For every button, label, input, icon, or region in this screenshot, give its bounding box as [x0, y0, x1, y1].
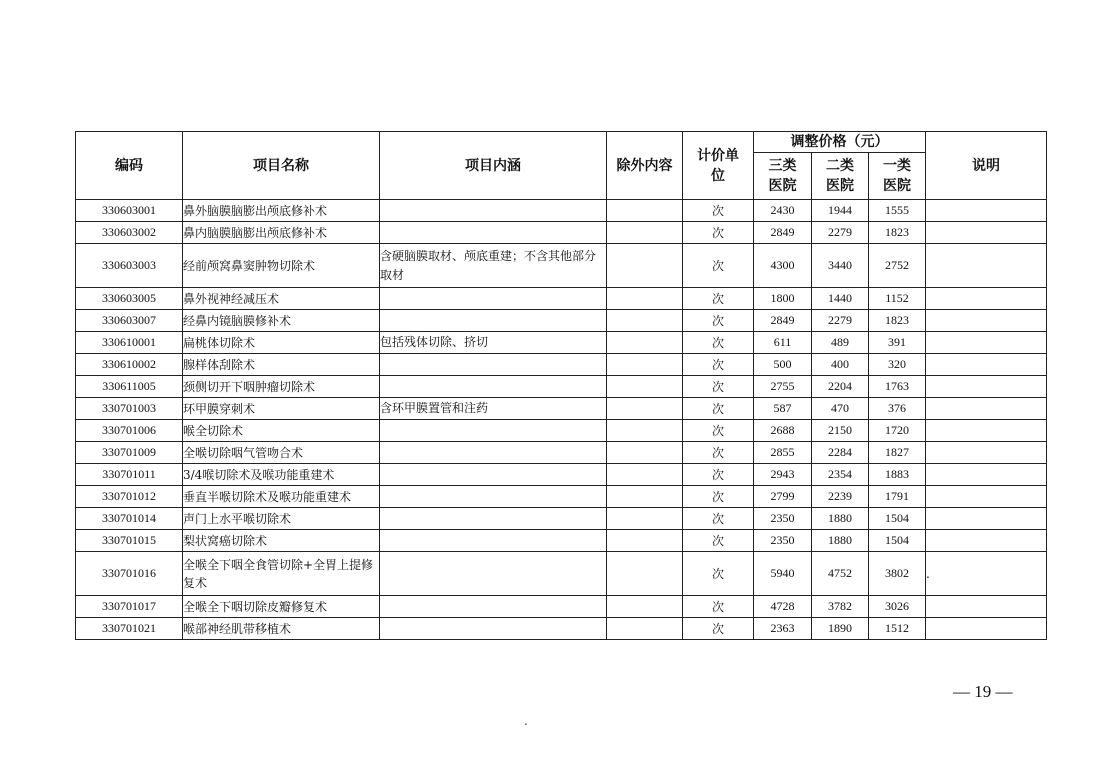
cell-price-class3: 611: [754, 332, 812, 354]
cell-price-class1: 2752: [869, 244, 926, 288]
cell-note: [926, 288, 1047, 310]
table-row: [76, 420, 1047, 442]
cell-content: [380, 508, 607, 530]
cell-content: [380, 222, 607, 244]
cell-price-class2: 2204: [812, 376, 869, 398]
header-class1: 一类医院: [869, 153, 926, 200]
cell-excluded: [607, 288, 683, 310]
cell-content: [380, 376, 607, 398]
header-note: 说明: [926, 132, 1047, 200]
header-class2: 二类医院: [812, 153, 869, 200]
cell-price-class1: 1823: [869, 310, 926, 332]
cell-price-class3: 2350: [754, 508, 812, 530]
cell-note: .: [926, 552, 1047, 596]
cell-price-class3: 2430: [754, 200, 812, 222]
cell-price-class1: 1823: [869, 222, 926, 244]
cell-excluded: [607, 618, 683, 640]
cell-note: [926, 244, 1047, 288]
cell-unit: 次: [683, 552, 754, 596]
cell-excluded: [607, 530, 683, 552]
cell-unit: 次: [683, 310, 754, 332]
cell-price-class3: 2799: [754, 486, 812, 508]
cell-price-class1: 3026: [869, 596, 926, 618]
cell-name: 喉全切除术: [183, 420, 380, 442]
cell-excluded: [607, 464, 683, 486]
cell-price-class2: 3782: [812, 596, 869, 618]
cell-price-class3: 2363: [754, 618, 812, 640]
cell-content: 含硬脑膜取材、颅底重建；不含其他部分取材: [380, 244, 607, 288]
cell-note: [926, 530, 1047, 552]
page-number: — 19 —: [953, 682, 1013, 701]
cell-code: 330701014: [76, 508, 183, 530]
cell-note: [926, 332, 1047, 354]
cell-name: 梨状窝癌切除术: [183, 530, 380, 552]
cell-unit: 次: [683, 222, 754, 244]
cell-unit: 次: [683, 376, 754, 398]
cell-name: 3/4喉切除术及喉功能重建术: [183, 464, 380, 486]
cell-code: 330701003: [76, 398, 183, 420]
cell-price-class1: 1504: [869, 530, 926, 552]
cell-price-class2: 400: [812, 354, 869, 376]
cell-price-class3: 1800: [754, 288, 812, 310]
cell-content: 包括残体切除、挤切: [380, 332, 607, 354]
header-unit: 计价单位: [683, 132, 754, 200]
table-body: [76, 200, 1047, 640]
cell-content: [380, 310, 607, 332]
cell-note: [926, 200, 1047, 222]
cell-price-class2: 1440: [812, 288, 869, 310]
header-name: 项目名称: [183, 132, 380, 200]
table-row: [76, 508, 1047, 530]
cell-excluded: [607, 332, 683, 354]
cell-price-class1: 1883: [869, 464, 926, 486]
header-content: 项目内涵: [380, 132, 607, 200]
cell-code: 330701011: [76, 464, 183, 486]
price-table: [75, 131, 1047, 640]
cell-price-class1: 1720: [869, 420, 926, 442]
cell-code: 330603002: [76, 222, 183, 244]
cell-excluded: [607, 310, 683, 332]
table-row: [76, 200, 1047, 222]
cell-content: [380, 464, 607, 486]
cell-content: [380, 596, 607, 618]
cell-unit: 次: [683, 464, 754, 486]
cell-price-class1: 320: [869, 354, 926, 376]
header-code: 编码: [76, 132, 183, 200]
cell-unit: 次: [683, 442, 754, 464]
cell-excluded: [607, 486, 683, 508]
cell-unit: 次: [683, 288, 754, 310]
table-row: [76, 442, 1047, 464]
cell-note: [926, 420, 1047, 442]
cell-content: [380, 442, 607, 464]
cell-price-class2: 1944: [812, 200, 869, 222]
cell-unit: 次: [683, 200, 754, 222]
cell-price-class3: 4300: [754, 244, 812, 288]
cell-price-class3: 500: [754, 354, 812, 376]
cell-code: 330701015: [76, 530, 183, 552]
table-header: [76, 132, 1047, 200]
table-row: [76, 310, 1047, 332]
footer-mark: .: [524, 714, 528, 728]
cell-unit: 次: [683, 420, 754, 442]
cell-excluded: [607, 596, 683, 618]
table-row: [76, 398, 1047, 420]
cell-price-class1: 3802: [869, 552, 926, 596]
cell-price-class2: 470: [812, 398, 869, 420]
cell-price-class1: 1504: [869, 508, 926, 530]
cell-price-class3: 2943: [754, 464, 812, 486]
cell-price-class2: 2150: [812, 420, 869, 442]
cell-content: [380, 552, 607, 596]
cell-name: 扁桃体切除术: [183, 332, 380, 354]
cell-price-class1: 1555: [869, 200, 926, 222]
cell-name: 全喉切除咽气管吻合术: [183, 442, 380, 464]
cell-excluded: [607, 354, 683, 376]
cell-price-class3: 2688: [754, 420, 812, 442]
cell-price-class1: 1791: [869, 486, 926, 508]
cell-price-class3: 4728: [754, 596, 812, 618]
cell-name: 鼻内脑膜脑膨出颅底修补术: [183, 222, 380, 244]
table-row: [76, 332, 1047, 354]
cell-price-class2: 1880: [812, 530, 869, 552]
cell-note: [926, 442, 1047, 464]
cell-price-class3: 2849: [754, 222, 812, 244]
cell-name: 喉部神经肌带移植术: [183, 618, 380, 640]
cell-price-class2: 3440: [812, 244, 869, 288]
cell-price-class2: 2239: [812, 486, 869, 508]
cell-name: 颈侧切开下咽肿瘤切除术: [183, 376, 380, 398]
cell-price-class2: 2284: [812, 442, 869, 464]
cell-excluded: [607, 244, 683, 288]
cell-note: [926, 508, 1047, 530]
cell-note: [926, 596, 1047, 618]
header-price-group: 调整价格（元）: [754, 132, 926, 153]
table-row: [76, 244, 1047, 288]
cell-price-class1: 1152: [869, 288, 926, 310]
cell-code: 330610001: [76, 332, 183, 354]
cell-excluded: [607, 420, 683, 442]
cell-code: 330701009: [76, 442, 183, 464]
cell-unit: 次: [683, 618, 754, 640]
cell-note: [926, 354, 1047, 376]
cell-unit: 次: [683, 596, 754, 618]
cell-code: 330701012: [76, 486, 183, 508]
cell-price-class3: 2755: [754, 376, 812, 398]
cell-price-class2: 1880: [812, 508, 869, 530]
cell-unit: 次: [683, 332, 754, 354]
cell-unit: 次: [683, 244, 754, 288]
table-row: [76, 376, 1047, 398]
cell-name: 腺样体刮除术: [183, 354, 380, 376]
cell-price-class1: 1763: [869, 376, 926, 398]
cell-name: 鼻外脑膜脑膨出颅底修补术: [183, 200, 380, 222]
cell-note: [926, 486, 1047, 508]
cell-name: 全喉全下咽全食管切除+全胃上提修复术: [183, 552, 380, 596]
cell-code: 330701021: [76, 618, 183, 640]
cell-note: [926, 376, 1047, 398]
table-row: [76, 464, 1047, 486]
cell-code: 330603003: [76, 244, 183, 288]
cell-code: 330610002: [76, 354, 183, 376]
cell-content: 含环甲膜置管和注药: [380, 398, 607, 420]
cell-excluded: [607, 222, 683, 244]
cell-excluded: [607, 398, 683, 420]
cell-excluded: [607, 200, 683, 222]
table-row: [76, 552, 1047, 596]
cell-unit: 次: [683, 354, 754, 376]
cell-price-class3: 2350: [754, 530, 812, 552]
cell-excluded: [607, 442, 683, 464]
cell-unit: 次: [683, 398, 754, 420]
cell-content: [380, 420, 607, 442]
cell-price-class1: 1512: [869, 618, 926, 640]
cell-unit: 次: [683, 508, 754, 530]
cell-price-class2: 1890: [812, 618, 869, 640]
cell-content: [380, 486, 607, 508]
cell-note: [926, 464, 1047, 486]
table-row: [76, 486, 1047, 508]
cell-note: [926, 398, 1047, 420]
cell-name: 鼻外视神经减压术: [183, 288, 380, 310]
cell-content: [380, 288, 607, 310]
cell-price-class2: 2279: [812, 310, 869, 332]
cell-code: 330701016: [76, 552, 183, 596]
cell-content: [380, 618, 607, 640]
table-row: [76, 222, 1047, 244]
cell-price-class1: 376: [869, 398, 926, 420]
cell-name: 经鼻内镜脑膜修补术: [183, 310, 380, 332]
cell-excluded: [607, 376, 683, 398]
cell-name: 环甲膜穿刺术: [183, 398, 380, 420]
cell-price-class2: 489: [812, 332, 869, 354]
table-row: [76, 596, 1047, 618]
cell-price-class1: 1827: [869, 442, 926, 464]
cell-code: 330603007: [76, 310, 183, 332]
cell-excluded: [607, 508, 683, 530]
cell-name: 经前颅窝鼻窦肿物切除术: [183, 244, 380, 288]
cell-content: [380, 200, 607, 222]
table-row: [76, 288, 1047, 310]
table-row: [76, 618, 1047, 640]
cell-price-class1: 391: [869, 332, 926, 354]
cell-name: 全喉全下咽切除皮瓣修复术: [183, 596, 380, 618]
cell-name: 声门上水平喉切除术: [183, 508, 380, 530]
cell-unit: 次: [683, 486, 754, 508]
cell-code: 330603005: [76, 288, 183, 310]
cell-unit: 次: [683, 530, 754, 552]
cell-note: [926, 618, 1047, 640]
cell-code: 330701017: [76, 596, 183, 618]
cell-price-class2: 2279: [812, 222, 869, 244]
cell-price-class2: 2354: [812, 464, 869, 486]
cell-note: [926, 222, 1047, 244]
header-excluded: 除外内容: [607, 132, 683, 200]
cell-price-class2: 4752: [812, 552, 869, 596]
cell-price-class3: 2855: [754, 442, 812, 464]
cell-content: [380, 354, 607, 376]
cell-name: 垂直半喉切除术及喉功能重建术: [183, 486, 380, 508]
table-row: [76, 530, 1047, 552]
cell-code: 330603001: [76, 200, 183, 222]
cell-price-class3: 5940: [754, 552, 812, 596]
cell-excluded: [607, 552, 683, 596]
header-class3: 三类医院: [754, 153, 812, 200]
cell-note: [926, 310, 1047, 332]
cell-content: [380, 530, 607, 552]
cell-price-class3: 2849: [754, 310, 812, 332]
cell-price-class3: 587: [754, 398, 812, 420]
table-row: [76, 354, 1047, 376]
cell-code: 330611005: [76, 376, 183, 398]
cell-code: 330701006: [76, 420, 183, 442]
